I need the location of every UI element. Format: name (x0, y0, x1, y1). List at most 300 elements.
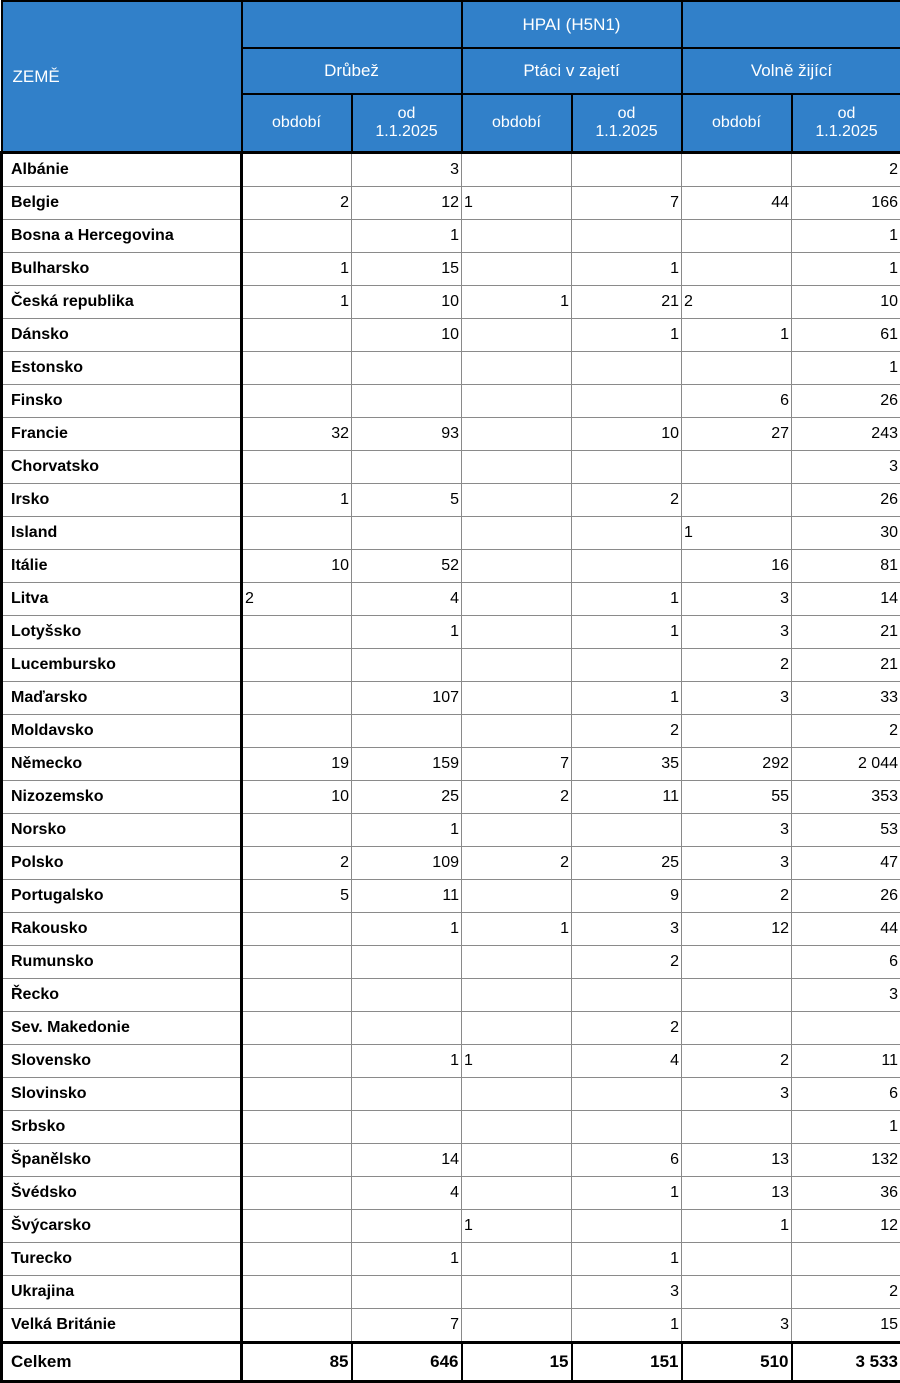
data-cell (682, 1243, 792, 1276)
data-cell (242, 352, 352, 385)
total-cell: 3 533 (792, 1343, 900, 1382)
data-cell (462, 418, 572, 451)
country-name-cell: Nizozemsko (2, 781, 242, 814)
data-cell: 11 (352, 880, 462, 913)
data-cell (572, 352, 682, 385)
data-cell: 2 (572, 715, 682, 748)
data-cell (572, 979, 682, 1012)
data-cell: 26 (792, 385, 900, 418)
data-cell: 3 (352, 153, 462, 187)
data-cell (572, 1210, 682, 1243)
total-row (2, 1343, 900, 1382)
data-cell (352, 1012, 462, 1045)
data-cell: 6 (792, 946, 900, 979)
data-cell: 3 (572, 913, 682, 946)
table-row (2, 1309, 900, 1343)
data-cell (462, 451, 572, 484)
data-cell (462, 1144, 572, 1177)
since-line-2: 1.1.2025 (595, 123, 657, 140)
data-cell: 7 (572, 187, 682, 220)
country-name-cell: Dánsko (2, 319, 242, 352)
country-name-cell: Španělsko (2, 1144, 242, 1177)
data-cell: 27 (682, 418, 792, 451)
data-cell: 7 (462, 748, 572, 781)
country-name-cell: Švédsko (2, 1177, 242, 1210)
data-cell (242, 1144, 352, 1177)
data-cell: 44 (682, 187, 792, 220)
data-cell: 10 (352, 319, 462, 352)
data-cell: 81 (792, 550, 900, 583)
data-cell: 2 (462, 781, 572, 814)
country-name-cell: Francie (2, 418, 242, 451)
data-cell (572, 451, 682, 484)
data-cell: 12 (792, 1210, 900, 1243)
data-cell: 25 (572, 847, 682, 880)
data-cell: 132 (792, 1144, 900, 1177)
country-name-cell: Polsko (2, 847, 242, 880)
table-row (2, 550, 900, 583)
country-name-cell: Lucembursko (2, 649, 242, 682)
data-cell (242, 979, 352, 1012)
data-cell (352, 1078, 462, 1111)
data-cell: 55 (682, 781, 792, 814)
country-name-cell: Srbsko (2, 1111, 242, 1144)
data-cell: 10 (352, 286, 462, 319)
data-cell (682, 1111, 792, 1144)
data-cell: 6 (572, 1144, 682, 1177)
country-name-cell: Rumunsko (2, 946, 242, 979)
header-poultry-since (352, 94, 462, 153)
data-cell (352, 946, 462, 979)
table-row (2, 781, 900, 814)
data-cell: 1 (462, 1045, 572, 1078)
data-cell: 14 (792, 583, 900, 616)
data-cell (242, 1111, 352, 1144)
data-cell: 1 (572, 616, 682, 649)
country-name-cell: Turecko (2, 1243, 242, 1276)
data-cell (682, 1012, 792, 1045)
data-cell: 21 (792, 649, 900, 682)
data-cell: 26 (792, 880, 900, 913)
data-cell: 1 (572, 1243, 682, 1276)
header-captive-since (572, 94, 682, 153)
data-cell: 3 (682, 847, 792, 880)
data-cell (242, 1078, 352, 1111)
data-cell: 2 (792, 153, 900, 187)
data-cell: 6 (682, 385, 792, 418)
data-cell: 10 (242, 781, 352, 814)
header-blank-right (682, 1, 900, 48)
data-cell: 4 (572, 1045, 682, 1078)
data-cell: 1 (792, 220, 900, 253)
total-cell: 85 (242, 1343, 352, 1382)
data-cell: 1 (352, 220, 462, 253)
data-cell: 12 (682, 913, 792, 946)
country-name-cell: Švýcarsko (2, 1210, 242, 1243)
data-cell: 1 (572, 1177, 682, 1210)
data-cell (242, 517, 352, 550)
header-row-disease (2, 1, 900, 48)
data-cell (682, 220, 792, 253)
data-cell: 7 (352, 1309, 462, 1343)
data-cell: 3 (682, 1078, 792, 1111)
data-cell: 5 (352, 484, 462, 517)
header-wild-period: období (682, 94, 792, 153)
data-cell: 1 (682, 1210, 792, 1243)
data-cell (352, 1210, 462, 1243)
country-name-cell: Belgie (2, 187, 242, 220)
data-cell (462, 253, 572, 286)
table-header (2, 1, 900, 153)
data-cell: 1 (352, 616, 462, 649)
country-name-cell: Litva (2, 583, 242, 616)
data-cell (242, 451, 352, 484)
data-cell (352, 715, 462, 748)
data-cell (462, 484, 572, 517)
table-row (2, 1111, 900, 1144)
total-cell: 15 (462, 1343, 572, 1382)
data-cell (242, 319, 352, 352)
data-cell: 1 (352, 913, 462, 946)
table-row (2, 1210, 900, 1243)
since-line-2: 1.1.2025 (375, 123, 437, 140)
header-wild-since (792, 94, 900, 153)
data-cell (462, 616, 572, 649)
data-cell: 21 (792, 616, 900, 649)
data-cell (352, 451, 462, 484)
header-group-poultry: Drůbež (242, 48, 462, 94)
country-name-cell: Řecko (2, 979, 242, 1012)
table-row (2, 1045, 900, 1078)
country-name-cell: Irsko (2, 484, 242, 517)
country-name-cell: Slovensko (2, 1045, 242, 1078)
country-name-cell: Maďarsko (2, 682, 242, 715)
country-name-cell: Rakousko (2, 913, 242, 946)
data-cell: 10 (242, 550, 352, 583)
data-cell (242, 220, 352, 253)
data-cell (352, 1111, 462, 1144)
since-line-1: od (838, 105, 856, 122)
data-cell: 11 (792, 1045, 900, 1078)
data-cell: 35 (572, 748, 682, 781)
table-row (2, 187, 900, 220)
data-cell (572, 153, 682, 187)
data-cell: 353 (792, 781, 900, 814)
header-group-wild: Volně žijící (682, 48, 900, 94)
data-cell (462, 1309, 572, 1343)
table-row (2, 946, 900, 979)
data-cell: 292 (682, 748, 792, 781)
country-name-cell: Albánie (2, 153, 242, 187)
table-body (2, 153, 900, 1382)
total-label: Celkem (2, 1343, 242, 1382)
data-cell (242, 616, 352, 649)
data-cell: 32 (242, 418, 352, 451)
data-cell: 36 (792, 1177, 900, 1210)
data-cell: 4 (352, 583, 462, 616)
data-cell: 47 (792, 847, 900, 880)
data-cell (682, 715, 792, 748)
table-row (2, 220, 900, 253)
data-cell: 2 (462, 847, 572, 880)
data-cell: 19 (242, 748, 352, 781)
country-name-cell: Estonsko (2, 352, 242, 385)
data-cell (792, 1243, 900, 1276)
data-cell: 21 (572, 286, 682, 319)
data-cell: 1 (462, 913, 572, 946)
data-cell: 15 (352, 253, 462, 286)
table-row (2, 418, 900, 451)
data-cell: 1 (792, 1111, 900, 1144)
data-cell: 53 (792, 814, 900, 847)
table-row (2, 913, 900, 946)
data-cell (682, 484, 792, 517)
data-cell (242, 913, 352, 946)
data-cell: 2 (792, 1276, 900, 1309)
header-country: ZEMĚ (2, 1, 242, 153)
country-name-cell: Slovinsko (2, 1078, 242, 1111)
data-cell: 10 (572, 418, 682, 451)
data-cell (242, 153, 352, 187)
data-cell: 25 (352, 781, 462, 814)
data-cell: 1 (352, 1243, 462, 1276)
country-name-cell: Velká Británie (2, 1309, 242, 1343)
data-cell: 61 (792, 319, 900, 352)
data-cell: 2 (792, 715, 900, 748)
data-cell (572, 649, 682, 682)
data-cell (462, 1243, 572, 1276)
table-row (2, 451, 900, 484)
data-cell: 1 (242, 484, 352, 517)
data-cell: 2 (682, 649, 792, 682)
country-name-cell: Portugalsko (2, 880, 242, 913)
data-cell (462, 385, 572, 418)
total-cell: 646 (352, 1343, 462, 1382)
data-cell: 15 (792, 1309, 900, 1343)
data-cell (462, 220, 572, 253)
table-row (2, 715, 900, 748)
table-row (2, 1243, 900, 1276)
data-cell (682, 946, 792, 979)
data-cell (572, 1078, 682, 1111)
country-name-cell: Německo (2, 748, 242, 781)
data-cell (242, 649, 352, 682)
data-cell (572, 220, 682, 253)
data-cell: 2 (242, 583, 352, 616)
data-cell: 3 (682, 682, 792, 715)
data-cell: 9 (572, 880, 682, 913)
data-cell (682, 451, 792, 484)
data-cell: 1 (572, 319, 682, 352)
table-row (2, 847, 900, 880)
table-row (2, 583, 900, 616)
country-name-cell: Finsko (2, 385, 242, 418)
data-cell: 2 (242, 847, 352, 880)
data-cell (462, 583, 572, 616)
table-row (2, 1177, 900, 1210)
data-cell: 6 (792, 1078, 900, 1111)
total-cell: 510 (682, 1343, 792, 1382)
table-row (2, 1012, 900, 1045)
data-cell (242, 1045, 352, 1078)
table-row (2, 748, 900, 781)
data-cell: 3 (792, 979, 900, 1012)
data-cell: 12 (352, 187, 462, 220)
data-cell: 1 (462, 1210, 572, 1243)
data-cell (242, 1276, 352, 1309)
table-row (2, 649, 900, 682)
header-poultry-period: období (242, 94, 352, 153)
data-cell (572, 517, 682, 550)
table-row (2, 253, 900, 286)
data-cell (572, 385, 682, 418)
country-name-cell: Lotyšsko (2, 616, 242, 649)
data-cell: 1 (682, 319, 792, 352)
data-cell: 2 (572, 946, 682, 979)
total-cell: 151 (572, 1343, 682, 1382)
data-cell: 3 (572, 1276, 682, 1309)
data-cell: 243 (792, 418, 900, 451)
table-row (2, 880, 900, 913)
since-line-1: od (618, 105, 636, 122)
country-name-cell: Česká republika (2, 286, 242, 319)
data-cell (682, 352, 792, 385)
data-cell (242, 1210, 352, 1243)
data-cell (682, 979, 792, 1012)
data-cell: 10 (792, 286, 900, 319)
country-name-cell: Island (2, 517, 242, 550)
data-cell: 1 (572, 583, 682, 616)
data-cell (462, 153, 572, 187)
data-cell (572, 1111, 682, 1144)
header-blank-left (242, 1, 462, 48)
table-row (2, 319, 900, 352)
table-row (2, 814, 900, 847)
data-cell (462, 517, 572, 550)
table-row (2, 1276, 900, 1309)
data-cell: 1 (792, 253, 900, 286)
data-cell: 2 (682, 1045, 792, 1078)
table-row (2, 616, 900, 649)
country-name-cell: Bulharsko (2, 253, 242, 286)
data-cell: 52 (352, 550, 462, 583)
data-cell (462, 1111, 572, 1144)
data-cell (352, 385, 462, 418)
data-cell (352, 979, 462, 1012)
country-name-cell: Sev. Makedonie (2, 1012, 242, 1045)
data-cell (242, 715, 352, 748)
table-row (2, 1078, 900, 1111)
data-cell: 1 (352, 1045, 462, 1078)
data-cell: 93 (352, 418, 462, 451)
data-cell (242, 946, 352, 979)
data-cell (462, 1276, 572, 1309)
data-cell (462, 979, 572, 1012)
data-cell: 3 (682, 583, 792, 616)
country-name-cell: Bosna a Hercegovina (2, 220, 242, 253)
data-cell: 13 (682, 1177, 792, 1210)
data-cell: 3 (792, 451, 900, 484)
data-cell: 30 (792, 517, 900, 550)
data-cell (352, 352, 462, 385)
data-cell: 2 (572, 484, 682, 517)
data-cell: 107 (352, 682, 462, 715)
data-cell: 2 (682, 286, 792, 319)
table-row (2, 286, 900, 319)
table-row (2, 484, 900, 517)
data-cell (462, 352, 572, 385)
data-cell: 2 (242, 187, 352, 220)
data-cell (572, 550, 682, 583)
data-cell: 1 (682, 517, 792, 550)
data-cell: 2 (572, 1012, 682, 1045)
data-cell: 5 (242, 880, 352, 913)
data-cell (792, 1012, 900, 1045)
data-cell: 166 (792, 187, 900, 220)
data-cell (352, 649, 462, 682)
country-name-cell: Itálie (2, 550, 242, 583)
header-group-captive: Ptáci v zajetí (462, 48, 682, 94)
data-cell (242, 1012, 352, 1045)
data-cell: 1 (242, 253, 352, 286)
data-cell (242, 1177, 352, 1210)
table-row (2, 682, 900, 715)
country-name-cell: Ukrajina (2, 1276, 242, 1309)
data-cell: 1 (352, 814, 462, 847)
data-cell: 1 (572, 682, 682, 715)
data-cell (462, 682, 572, 715)
data-cell: 14 (352, 1144, 462, 1177)
data-cell: 13 (682, 1144, 792, 1177)
table-row (2, 352, 900, 385)
data-cell (462, 1078, 572, 1111)
data-cell (352, 517, 462, 550)
data-cell: 3 (682, 1309, 792, 1343)
country-name-cell: Moldavsko (2, 715, 242, 748)
data-cell (462, 814, 572, 847)
data-cell (242, 814, 352, 847)
data-cell (572, 814, 682, 847)
data-cell (682, 153, 792, 187)
data-cell (462, 1012, 572, 1045)
since-line-1: od (398, 105, 416, 122)
data-cell: 1 (462, 286, 572, 319)
data-cell (462, 649, 572, 682)
data-cell (462, 319, 572, 352)
data-cell: 1 (572, 1309, 682, 1343)
data-cell (462, 550, 572, 583)
data-cell (682, 1276, 792, 1309)
table-row (2, 385, 900, 418)
data-cell (242, 682, 352, 715)
table-row (2, 979, 900, 1012)
header-disease: HPAI (H5N1) (462, 1, 682, 48)
header-captive-period: období (462, 94, 572, 153)
data-cell: 44 (792, 913, 900, 946)
data-cell: 2 044 (792, 748, 900, 781)
data-cell: 3 (682, 814, 792, 847)
data-cell (462, 715, 572, 748)
data-cell (682, 253, 792, 286)
data-cell (352, 1276, 462, 1309)
data-cell: 109 (352, 847, 462, 880)
table-row (2, 1144, 900, 1177)
data-cell: 4 (352, 1177, 462, 1210)
data-cell: 1 (572, 253, 682, 286)
data-cell: 2 (682, 880, 792, 913)
data-cell (242, 1309, 352, 1343)
data-cell: 16 (682, 550, 792, 583)
